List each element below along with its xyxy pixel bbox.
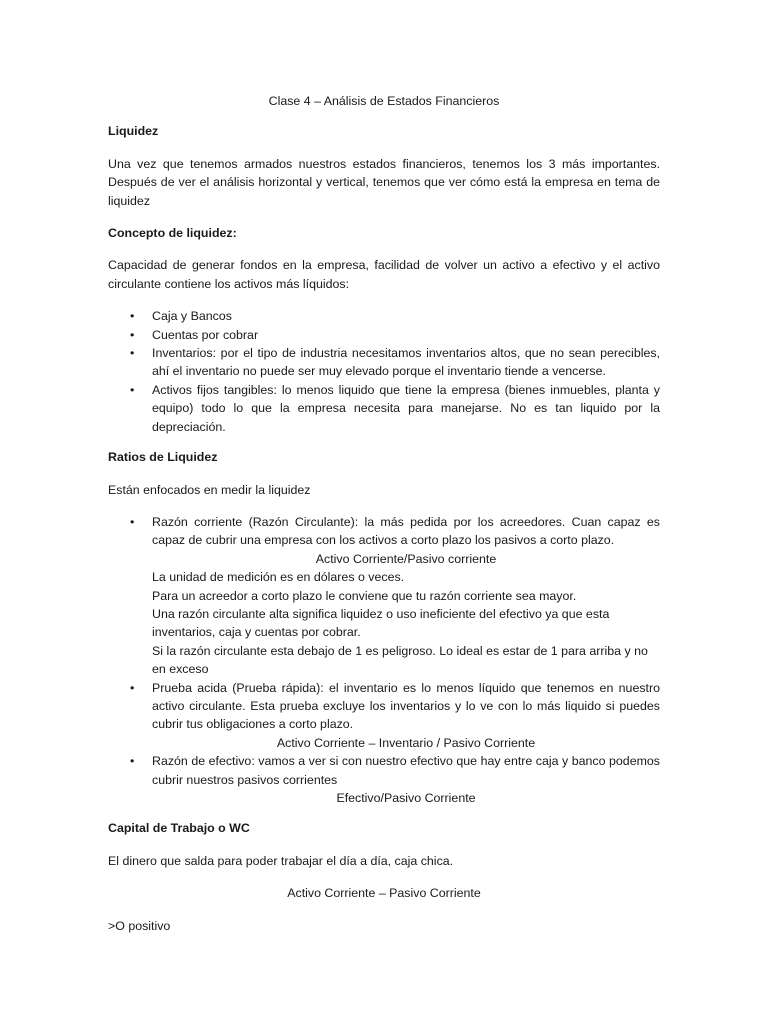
bullet-icon: • [130,327,135,342]
bullet-icon: • [130,346,135,361]
ratios-bullet-list [108,513,660,808]
bullet-icon: • [130,309,135,324]
page-title: Clase 4 – Análisis de Estados Financieros [268,94,500,108]
heading-liquidez: Liquidez [108,124,159,139]
paragraph-concepto: Capacidad de generar fondos en la empresa, facilidad de volver un activo a efectivo y el activo circulante contiene los activos más líquidos: [108,258,660,291]
bullet-icon: • [130,382,135,397]
bullet-icon: • [130,754,135,769]
note-positivo: >O positivo [108,918,171,933]
bullet-icon: • [130,514,135,529]
heading-capital: Capital de Trabajo o WC [108,821,250,836]
document-content [108,92,660,949]
list-item: • Activos fijos tangibles: lo menos liquido que tiene la empresa (bienes inmuebles, planta y equipo) todo lo que la empresa necesita para manejarse. No es tan liquido por la depreciación. [130,382,660,434]
list-item: • Inventarios: por el tipo de industria necesitamos inventarios altos, que no sean perecibles, ahí el inventario no puede ser muy elevado porque el inventario tiende a vencerse. [130,346,660,379]
heading-concepto: Concepto de liquidez: [108,226,237,241]
bullet-icon: • [130,680,135,695]
formula-capital: Activo Corriente – Pasivo Corriente [287,886,481,901]
formula-razon-corriente: Activo Corriente/Pasivo corriente [315,551,497,566]
list-item-razon-efectivo: • Razón de efectivo: vamos a ver si con nuestro efectivo que hay entre caja y banco podemos cubrir nuestros pasivos corrientes Efectivo/Pasivo Corriente [108,752,660,807]
concepto-bullet-list [108,307,660,436]
paragraph-ratios: Están enfocados en medir la liquidez [108,482,311,497]
list-item: • Caja y Bancos [108,307,660,325]
list-item-razon-corriente: • Razón corriente (Razón Circulante): la más pedida por los acreedores. Cuan capaz es capaz de cubrir una empresa con los activos a corto plazo los pasivos a corto plazo. Activo Corriente/Pasivo corriente La unidad de medición es en dólares o veces. Para un acreedor a corto plazo le conviene que tu razón corriente sea mayor. Una razón circulante alta significa liquidez o uso ineficiente del efectivo ya que esta inventarios, caja y cuentas por cobrar. Si la razón circulante esta debajo de 1 es peligroso. Lo ideal es estar de 1 para arriba y no en exceso [130,514,660,677]
formula-prueba-acida: Activo Corriente – Inventario / Pasivo Corriente [276,735,536,750]
list-item: • Cuentas por cobrar [108,326,660,344]
formula-razon-efectivo: Efectivo/Pasivo Corriente [336,791,476,805]
list-item-prueba-acida: • Prueba acida (Prueba rápida): el inventario es lo menos líquido que tenemos en nuestro activo circulante. Esta prueba excluye los inventarios y lo ve con lo más liquido si puedes cubrir tus obligaciones a corto plazo. Activo Corriente – Inventario / Pasivo Corriente [108,679,660,753]
paragraph-liquidez: Una vez que tenemos armados nuestros estados financieros, tenemos los 3 más importantes. Después de ver el análisis horizontal y vertical, tenemos que ver cómo está la empresa en tema de liquidez [108,156,660,208]
paragraph-capital: El dinero que salda para poder trabajar el día a día, caja chica. [108,853,454,868]
heading-ratios: Ratios de Liquidez [108,450,218,465]
